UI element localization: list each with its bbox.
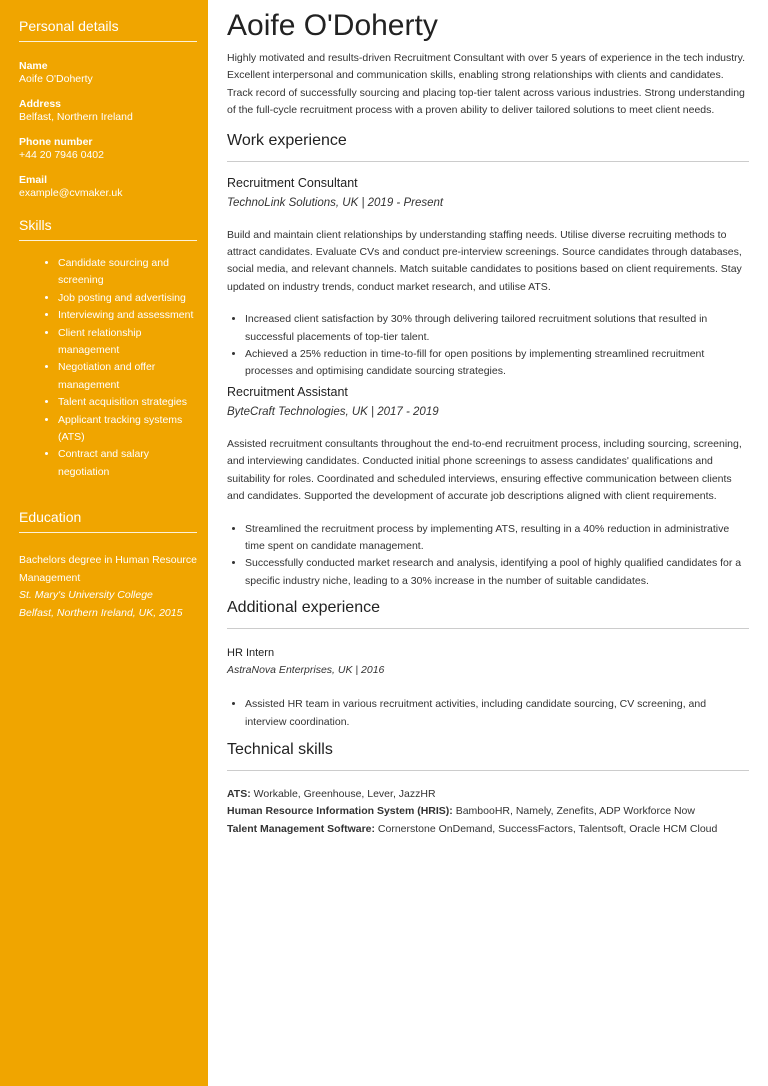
- education-school: St. Mary's University College: [19, 589, 153, 602]
- tech-skill-label: Talent Management Software:: [227, 822, 375, 835]
- tech-skill-value: Cornerstone OnDemand, SuccessFactors, Talentsoft, Oracle HCM Cloud: [375, 822, 718, 835]
- job-description: Build and maintain client relationships by understanding staffing needs. Utilise diverse recruiting methods to attract candidates. Evaluate CVs and conduct pre-interview screenings. Source candidates through databases, social media, and relevant channels. Match suitable candidates to positions based on client requirements. Stay updated on industry trends, conduct market research, and utilise ATS.: [227, 228, 742, 293]
- skill-item: • Interviewing and assessment: [58, 307, 197, 324]
- field-value: +44 20 7946 0402: [19, 149, 104, 161]
- technical-skills-list: [227, 786, 749, 838]
- tech-skill-value: Workable, Greenhouse, Lever, JazzHR: [250, 787, 436, 800]
- field-label: Address: [19, 98, 62, 110]
- skill-item: • Client relationship management: [58, 325, 197, 360]
- achievement-item: • Streamlined the recruitment process by implementing ATS, resulting in a 40% reduction in administrative time spent on candidate management.: [245, 521, 749, 556]
- field-value: Aoife O'Doherty: [19, 73, 93, 85]
- field-name: [19, 60, 197, 86]
- tech-skill-row: [227, 821, 749, 838]
- candidate-name: Aoife O'Doherty: [227, 9, 438, 42]
- achievement-item: • Successfully conducted market research and analysis, identifying a pool of highly qualified candidates for a specific industry niche, leading to a 30% increase in the number of suitable candidates.: [245, 555, 749, 590]
- achievement-item: • Increased client satisfaction by 30% through delivering tailored recruitment solutions that resulted in successful placements of top-tier talent.: [245, 311, 749, 346]
- job-company: TechnoLink Solutions, UK | 2019 - Present: [227, 196, 444, 209]
- technical-skills-heading: Technical skills: [227, 741, 749, 771]
- skill-item: • Contract and salary negotiation: [58, 446, 197, 481]
- job-title: Recruitment Assistant: [227, 384, 348, 399]
- additional-experience-heading: Additional experience: [227, 599, 749, 629]
- job-achievements: [227, 311, 749, 381]
- job-entry: [227, 174, 749, 381]
- skill-item: • Candidate sourcing and screening: [58, 255, 197, 290]
- sidebar: [0, 0, 208, 1086]
- personal-details-heading: Personal details: [19, 18, 197, 42]
- skill-item: • Applicant tracking systems (ATS): [58, 412, 197, 447]
- field-value: Belfast, Northern Ireland: [19, 111, 133, 123]
- job-achievements: [227, 521, 749, 591]
- skills-heading: Skills: [19, 217, 197, 241]
- field-label: Email: [19, 174, 48, 186]
- skill-item: • Negotiation and offer management: [58, 359, 197, 394]
- tech-skill-row: [227, 786, 749, 803]
- education-degree: Bachelors degree in Human Resource Management: [19, 554, 198, 584]
- intern-company: AstraNova Enterprises, UK | 2016: [227, 664, 385, 677]
- education-heading: Education: [19, 509, 197, 533]
- field-value: example@cvmaker.uk: [19, 187, 123, 199]
- education-location: Belfast, Northern Ireland, UK, 2015: [19, 606, 183, 619]
- education-entry: [19, 552, 197, 622]
- skill-item: • Talent acquisition strategies: [58, 394, 197, 411]
- main-content: [227, 0, 749, 838]
- field-email: [19, 174, 197, 200]
- job-description: Assisted recruitment consultants throughout the end-to-end recruitment process, including sourcing, screening, and interviewing candidates. Conducted initial phone screenings to assess candidates' qualifications and suitability for roles. Coordinated and scheduled interviews, ensuring effective communication between clients and candidates. Supported the development of accurate job descriptions aligned with client requirements.: [227, 437, 742, 503]
- profile-summary: Highly motivated and results-driven Recruitment Consultant with over 5 years of experience in the tech industry. Excellent interpersonal and communication skills, enabling strong relationships with clients and candidates. Track record of successfully sourcing and placing top-tier talent across various industries. Strong understanding of the full-cycle recruitment process with a proven ability to deliver tailored solutions to meet client needs.: [227, 52, 746, 117]
- intern-entry: [227, 645, 749, 731]
- intern-title: HR Intern: [227, 647, 275, 660]
- job-company: ByteCraft Technologies, UK | 2017 - 2019: [227, 405, 439, 418]
- field-label: Phone number: [19, 136, 93, 148]
- job-entry: [227, 383, 749, 590]
- work-experience-heading: Work experience: [227, 132, 749, 162]
- intern-achievements: [227, 696, 749, 731]
- field-address: [19, 98, 197, 124]
- tech-skill-label: ATS:: [227, 787, 251, 800]
- job-title: Recruitment Consultant: [227, 175, 358, 190]
- skills-list: [19, 255, 197, 481]
- skill-item: • Job posting and advertising: [58, 290, 197, 307]
- tech-skill-value: BambooHR, Namely, Zenefits, ADP Workforce Now: [452, 805, 695, 818]
- tech-skill-row: [227, 803, 749, 820]
- tech-skill-label: Human Resource Information System (HRIS):: [227, 805, 453, 818]
- field-label: Name: [19, 60, 48, 72]
- achievement-item: • Assisted HR team in various recruitment activities, including candidate sourcing, CV screening, and interview coordination.: [245, 696, 749, 731]
- field-phone: [19, 136, 197, 162]
- personal-details: [19, 42, 197, 200]
- achievement-item: • Achieved a 25% reduction in time-to-fill for open positions by implementing streamlined recruitment processes and optimising candidate sourcing strategies.: [245, 346, 749, 381]
